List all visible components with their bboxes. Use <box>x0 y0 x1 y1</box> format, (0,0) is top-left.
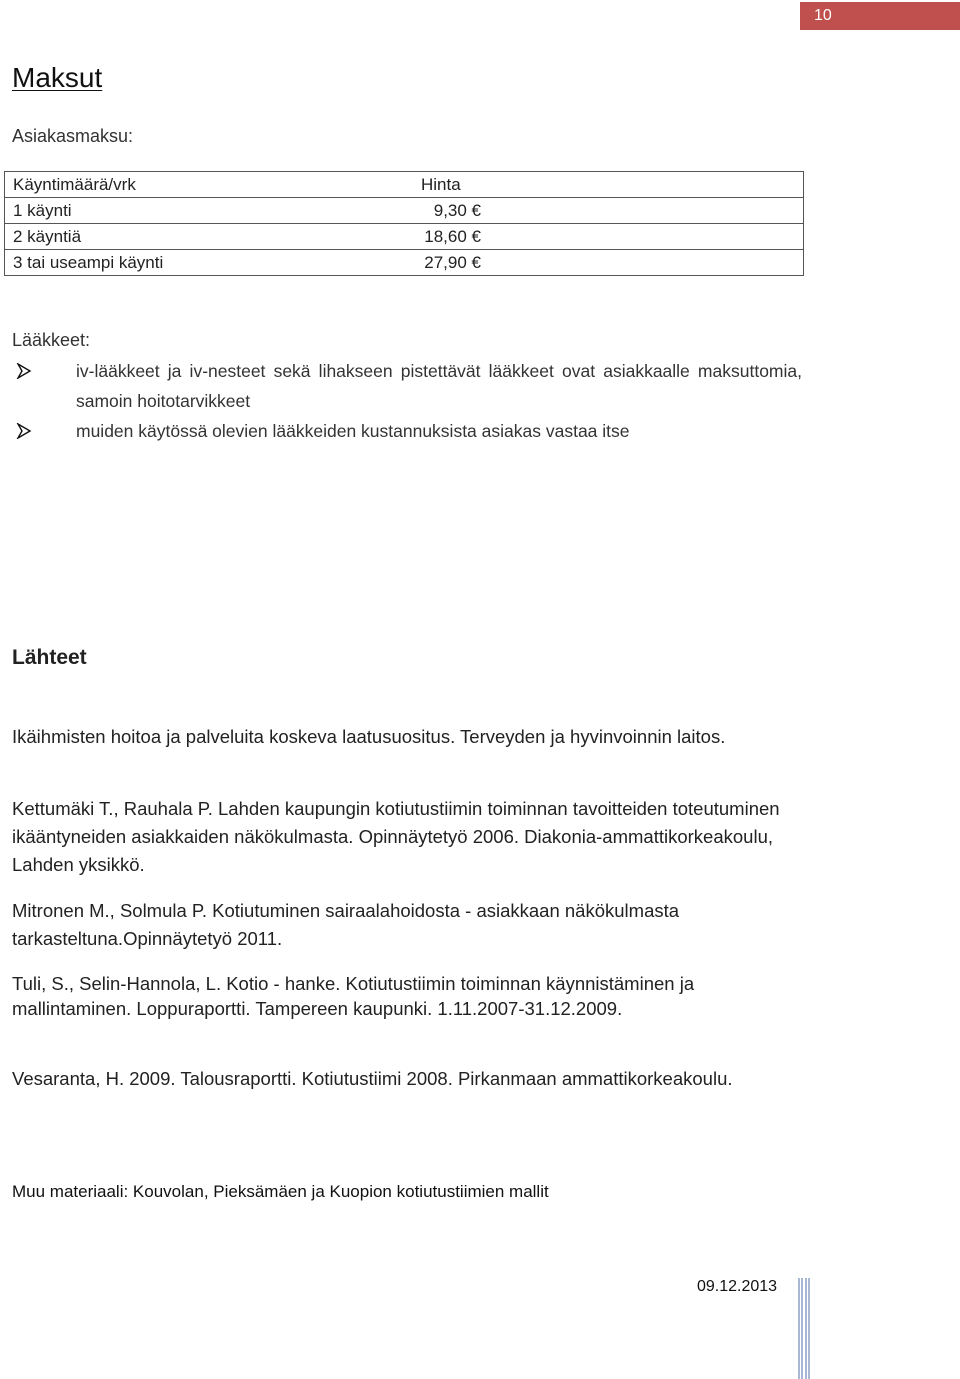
sources-heading: Lähteet <box>12 646 87 669</box>
table-cell <box>413 224 804 250</box>
table-cell <box>413 198 804 224</box>
arrow-bullet-icon <box>16 363 32 379</box>
table-cell: 2 käyntiä <box>5 224 414 250</box>
footer-date: 09.12.2013 <box>697 1278 778 1295</box>
arrow-bullet-icon <box>16 423 32 439</box>
table-cell: 1 käynti <box>5 198 414 224</box>
customer-fee-label: Asiakasmaksu: <box>12 126 134 146</box>
price-value: 27,90 € <box>424 253 481 272</box>
table-row <box>5 250 804 276</box>
table-cell <box>413 250 804 276</box>
list-item <box>12 416 802 446</box>
reference-item: Vesaranta, H. 2009. Talousraportti. Kotiutustiimi 2008. Pirkanmaan ammattikorkeakoulu. <box>12 1068 733 1089</box>
list-item-text: muiden käytössä olevien lääkkeiden kustannuksista asiakas vastaa itse <box>76 421 630 441</box>
table-header-cell: Hinta <box>413 172 804 198</box>
fee-table <box>4 171 804 276</box>
table-row <box>5 224 804 250</box>
reference-item: Mitronen M., Solmula P. Kotiutuminen sairaalahoidosta - asiakkaan näkökulmasta tarkasteltuna.Opinnäytetyö 2011. <box>12 900 680 949</box>
price-value: 18,60 € <box>424 227 481 246</box>
page-title: Maksut <box>12 62 103 93</box>
table-header-cell: Käyntimäärä/vrk <box>5 172 414 198</box>
list-item-text: iv-lääkkeet ja iv-nesteet sekä lihakseen pistettävät lääkkeet ovat asiakkaalle maksuttomia, samoin hoitotarvikkeet <box>76 361 802 411</box>
table-cell: 3 tai useampi käynti <box>5 250 414 276</box>
medicines-list <box>12 356 802 446</box>
reference-item: Tuli, S., Selin-Hannola, L. Kotio - hanke. Kotiutustiimin toiminnan käynnistäminen ja mallintaminen. Loppuraportti. Tampereen kaupunki. 1.11.2007-31.12.2009. <box>12 973 695 1019</box>
list-item <box>12 356 802 416</box>
medicines-label: Lääkkeet: <box>12 330 91 350</box>
other-material: Muu materiaali: Kouvolan, Pieksämäen ja Kuopion kotiutustiimien mallit <box>12 1182 549 1201</box>
page-number-badge: 10 <box>800 2 960 30</box>
price-value: 9,30 € <box>433 201 481 220</box>
footer-divider-lines <box>797 1278 817 1379</box>
table-header-row <box>5 172 804 198</box>
table-row <box>5 198 804 224</box>
reference-item: Ikäihmisten hoitoa ja palveluita koskeva laatusuositus. Terveyden ja hyvinvoinnin laitos. <box>12 726 726 747</box>
reference-item: Kettumäki T., Rauhala P. Lahden kaupungin kotiutustiimin toiminnan tavoitteiden toteutuminen ikääntyneiden asiakkaiden näkökulmasta. Opinnäytetyö 2006. Diakonia-ammattikorkeakoulu, Lahden yksikkö. <box>12 798 780 875</box>
